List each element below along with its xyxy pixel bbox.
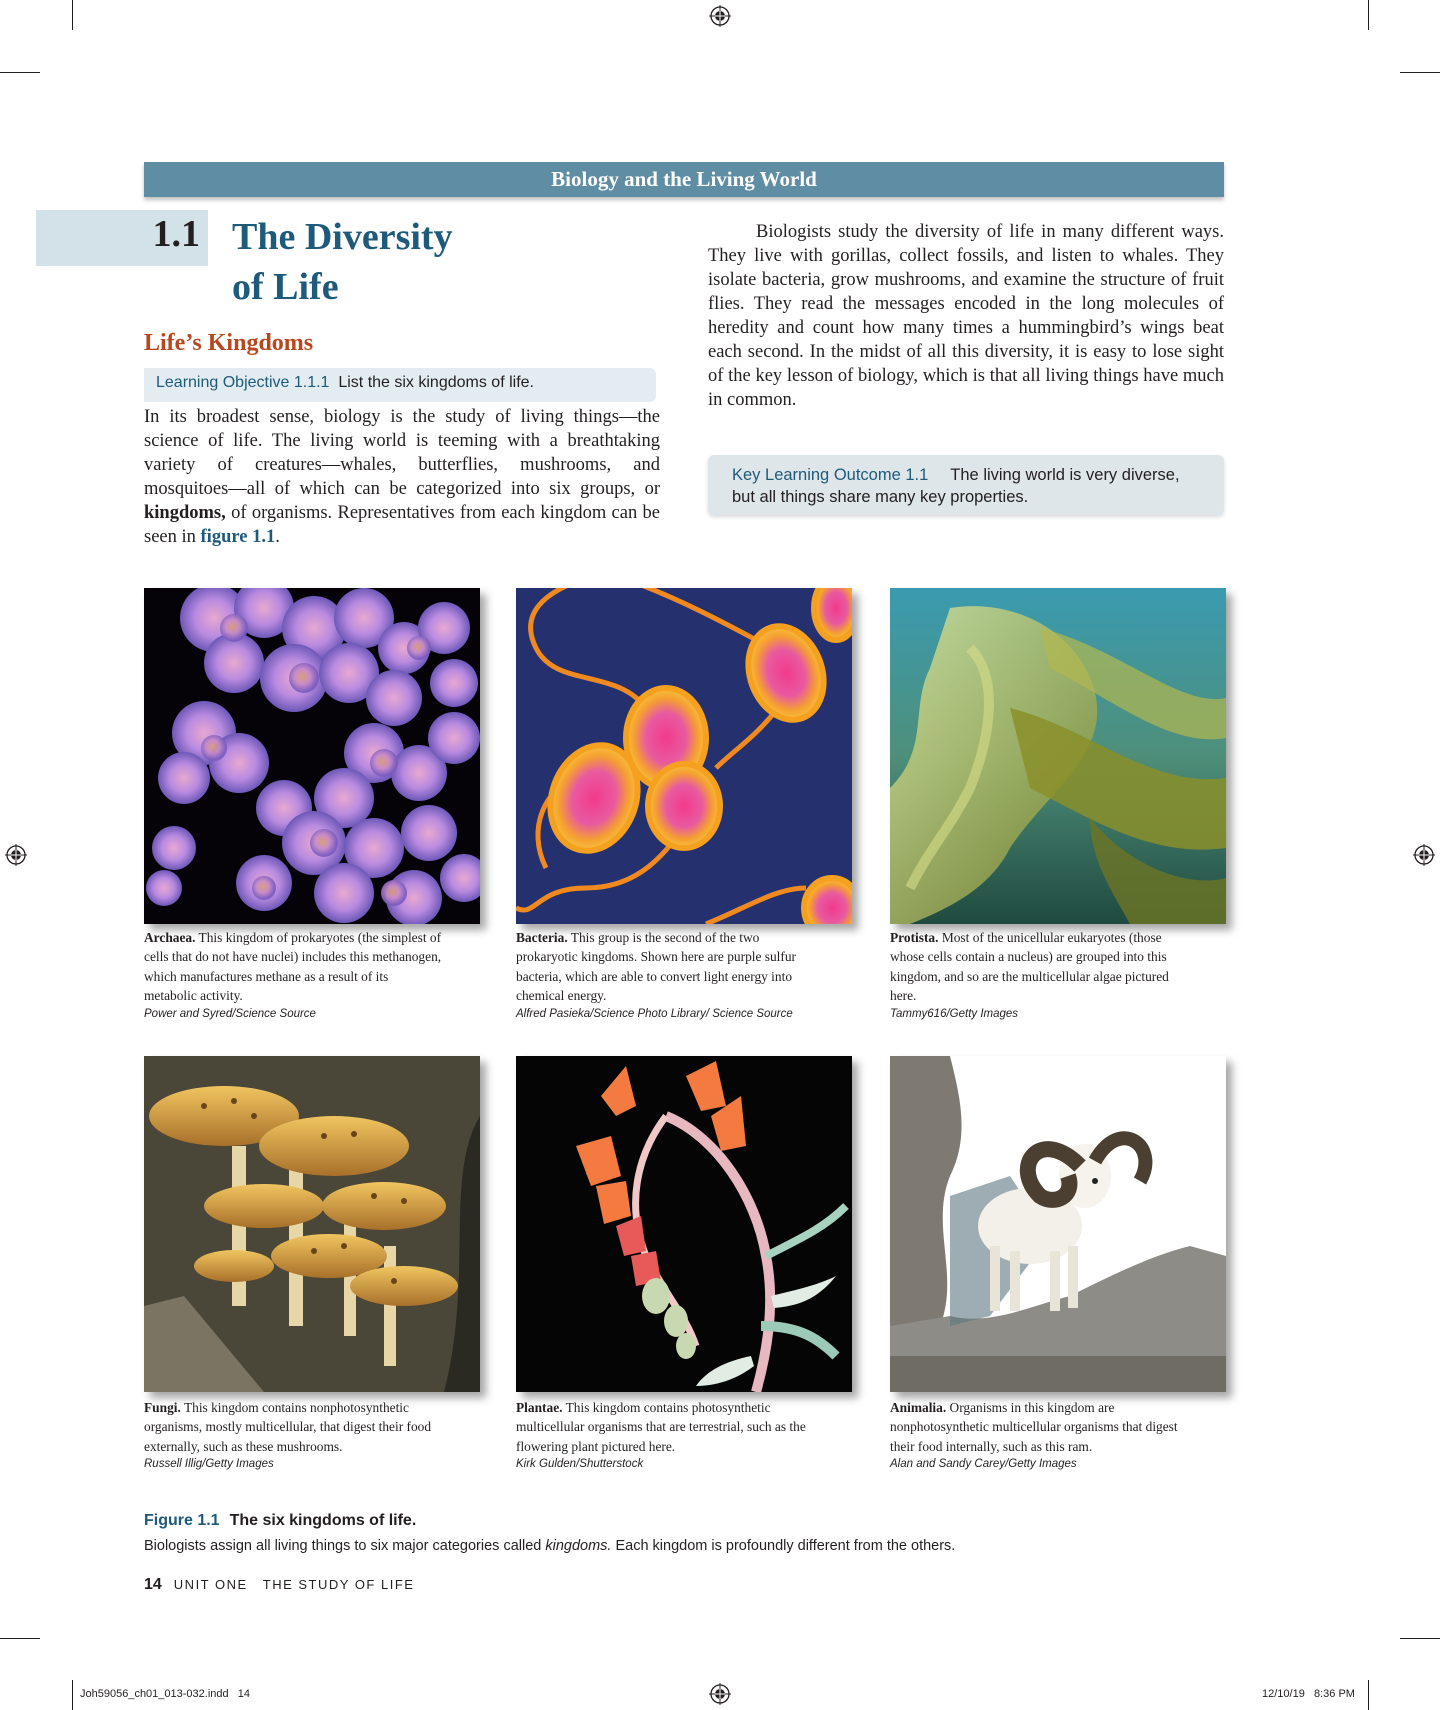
registration-mark-icon [1413, 844, 1435, 866]
kingdom-description: This kingdom contains photosynthetic multicellular organisms that are terrestrial, such as the flowering plant pictured here. [516, 1400, 806, 1454]
figure-caption-text: Biologists assign all living things to six major categories called [144, 1538, 546, 1554]
kingdom-name: Protista. [890, 930, 939, 945]
figure-label: Figure 1.1 [144, 1512, 220, 1529]
photo-credit: Alan and Sandy Carey/Getty Images [890, 1458, 1077, 1471]
figure-reference-link[interactable]: figure 1.1 [200, 527, 276, 547]
kingdom-caption [890, 928, 1190, 1022]
kingdom-name: Animalia. [890, 1400, 947, 1415]
kingdom-description: Organisms in this kingdom are nonphotosynthetic multicellular organisms that digest their food internally, such as this ram. [890, 1400, 1178, 1454]
subheading: Life’s Kingdoms [144, 330, 314, 356]
kingdom-description: This group is the second of the two prokaryotic kingdoms. Shown here are purple sulfur bacteria, which are able to convert light energy into chemical energy. [516, 930, 797, 1004]
crop-mark [72, 0, 73, 30]
kingdom-name: Bacteria. [516, 930, 568, 945]
body-text: Biologists study the diversity of life in many different ways. They live with gorillas, collect fossils, and listen to whales. They isolate bacteria, grow mushrooms, and examine the structure of fruit flies. They read the messages encoded in the long molecules of heredity and count how many times a hummingbird’s wings beat each second. In the midst of all this diversity, it is easy to lose sight of the key lesson of biology, which is that all living things have much in common. [708, 222, 1224, 410]
crop-mark [0, 72, 40, 73]
crop-mark [1400, 72, 1440, 73]
photo-credit: Kirk Gulden/Shutterstock [516, 1458, 644, 1471]
kingdom-caption [144, 1398, 444, 1472]
bacteria-photo [516, 588, 852, 924]
kingdom-caption [516, 1398, 816, 1472]
figure-caption-emphasis: kingdoms. [545, 1538, 612, 1554]
figure-caption-text: Each kingdom is profoundly different from the others. [611, 1538, 956, 1554]
crop-mark [0, 1638, 40, 1639]
key-outcome-text: The living world is very diverse, but all things share many key properties. [732, 466, 1180, 506]
figure-title: The six kingdoms of life. [229, 1512, 417, 1529]
crop-mark [72, 1680, 73, 1710]
running-head: UNIT ONE THE STUDY OF LIFE [173, 1577, 415, 1592]
registration-mark-icon [5, 844, 27, 866]
photo-credit: Power and Syred/Science Source [144, 1007, 316, 1020]
animalia-photo [890, 1056, 1226, 1392]
kingdom-name: Fungi. [144, 1400, 181, 1415]
figure-caption-body [144, 1538, 955, 1554]
body-paragraph [144, 405, 660, 549]
crop-mark [1368, 0, 1369, 30]
slug-date: 12/10/19 8:36 PM [1262, 1688, 1355, 1700]
plantae-photo [516, 1056, 852, 1392]
kingdom-description: Most of the unicellular eukaryotes (those whose cells contain a nucleus) are grouped into this kingdom, and so are the multicellular algae pictured here. [890, 930, 1169, 1004]
archaea-photo [144, 588, 480, 924]
key-term: kingdoms, [144, 503, 226, 523]
crop-mark [1400, 1638, 1440, 1639]
photo-credit: Tammy616/Getty Images [890, 1007, 1019, 1020]
page-footer [144, 1576, 414, 1594]
kingdom-name: Archaea. [144, 930, 196, 945]
body-text: . [275, 527, 280, 547]
kingdom-description: This kingdom contains nonphotosynthetic organisms, mostly multicellular, that digest their food externally, such as these mushrooms. [144, 1400, 432, 1454]
slug-file: Joh59056_ch01_013-032.indd 14 [80, 1688, 251, 1700]
figure-caption-title [144, 1512, 416, 1530]
kingdom-caption [516, 928, 816, 1022]
learning-objective [156, 374, 534, 392]
body-paragraph [708, 220, 1224, 412]
section-title-line: The Diversity [232, 216, 453, 258]
learning-objective-label: Learning Objective 1.1.1 [156, 374, 330, 391]
kingdom-name: Plantae. [516, 1400, 563, 1415]
photo-credit: Russell Illig/Getty Images [144, 1458, 274, 1471]
section-title [232, 212, 562, 312]
chapter-banner: Biology and the Living World [144, 162, 1224, 197]
kingdom-caption [144, 928, 444, 1022]
crop-mark [1368, 1680, 1369, 1710]
registration-mark-icon [709, 1683, 731, 1705]
section-number: 1.1 [152, 213, 200, 255]
photo-credit: Alfred Pasieka/Science Photo Library/ Science Source [516, 1007, 793, 1020]
fungi-photo [144, 1056, 480, 1392]
body-text: In its broadest sense, biology is the study of living things—the science of life. The living world is teeming with a breathtaking variety of creatures—whales, butterflies, mushrooms, and mosquitoes—all of which can be categorized into six groups, or [144, 407, 660, 499]
learning-objective-text: List the six kingdoms of life. [338, 374, 534, 391]
key-outcome-label: Key Learning Outcome 1.1 [732, 466, 929, 484]
body-text: of organisms. Representatives from each kingdom can be seen in [144, 503, 660, 547]
kingdom-caption [890, 1398, 1190, 1472]
page-number: 14 [144, 1576, 162, 1593]
key-learning-outcome [732, 464, 1202, 508]
section-title-line: of Life [232, 266, 339, 308]
kingdom-description: This kingdom of prokaryotes (the simplest of cells that do not have nuclei) includes this methanogen, which manufactures methane as a result of its metabolic activity. [144, 930, 442, 1004]
protista-photo [890, 588, 1226, 924]
registration-mark-icon [709, 5, 731, 27]
